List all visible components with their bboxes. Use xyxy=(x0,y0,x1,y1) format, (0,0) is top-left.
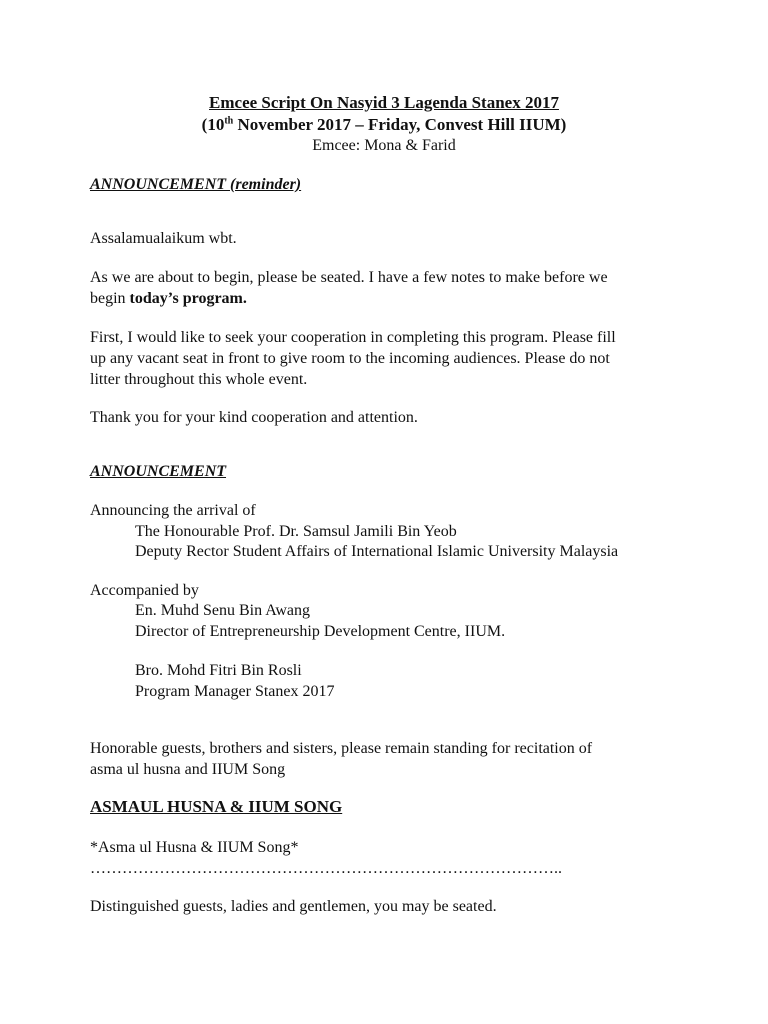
standing-line1: Honorable guests, brothers and sisters, please remain standing for recitation of xyxy=(90,740,593,757)
thanks-text: Thank you for your kind cooperation and attention. xyxy=(90,409,418,426)
section-heading-reminder: ANNOUNCEMENT (reminder) xyxy=(90,176,302,193)
standing-line2: asma ul husna and IIUM Song xyxy=(90,761,286,778)
document-title: Emcee Script On Nasyid 3 Lagenda Stanex 2017 xyxy=(209,93,559,112)
paragraph-seated-program: today’s program. xyxy=(129,290,247,307)
paragraph-seated-begin: begin xyxy=(90,290,130,307)
paragraph-seated-line2 xyxy=(90,289,247,309)
accompanied-label: Accompanied by xyxy=(90,582,199,599)
date-superscript: th xyxy=(224,115,234,127)
event-date-line xyxy=(0,115,768,135)
paragraph-cooperation-line3: litter throughout this whole event. xyxy=(90,371,308,388)
seated-text: Distinguished guests, ladies and gentlemen, you may be seated. xyxy=(90,898,497,915)
paragraph-seated-line1: As we are about to begin, please be seated. I have a few notes to make before we xyxy=(90,269,608,286)
guest3-title: Program Manager Stanex 2017 xyxy=(135,683,335,700)
guest2-name: En. Muhd Senu Bin Awang xyxy=(135,602,310,619)
date-suffix: November 2017 – Friday, Convest Hill IIUM) xyxy=(233,115,567,134)
section-heading-asmaul-husna: ASMAUL HUSNA & IIUM SONG xyxy=(90,797,343,816)
emcee-line: Emcee: Mona & Farid xyxy=(312,137,456,154)
paragraph-cooperation-line2: up any vacant seat in front to give room to the incoming audiences. Please do not xyxy=(90,350,610,367)
section-heading-announcement: ANNOUNCEMENT xyxy=(90,463,227,480)
guest2-title: Director of Entrepreneurship Development Centre, IIUM. xyxy=(135,623,506,640)
dotted-line: …………………………………………………………………………….. xyxy=(90,860,562,877)
date-prefix: (10 xyxy=(201,115,225,134)
guest3-name: Bro. Mohd Fitri Bin Rosli xyxy=(135,662,302,679)
guest1-title: Deputy Rector Student Affairs of International Islamic University Malaysia xyxy=(135,543,619,560)
guest1-name: The Honourable Prof. Dr. Samsul Jamili Bin Yeob xyxy=(135,523,457,540)
paragraph-cooperation-line1: First, I would like to seek your cooperation in completing this program. Please fill xyxy=(90,329,616,346)
arrival-intro: Announcing the arrival of xyxy=(90,502,256,519)
asma-ul-husna-item: *Asma ul Husna & IIUM Song* xyxy=(90,839,299,856)
greeting-text: Assalamualaikum wbt. xyxy=(90,230,237,247)
